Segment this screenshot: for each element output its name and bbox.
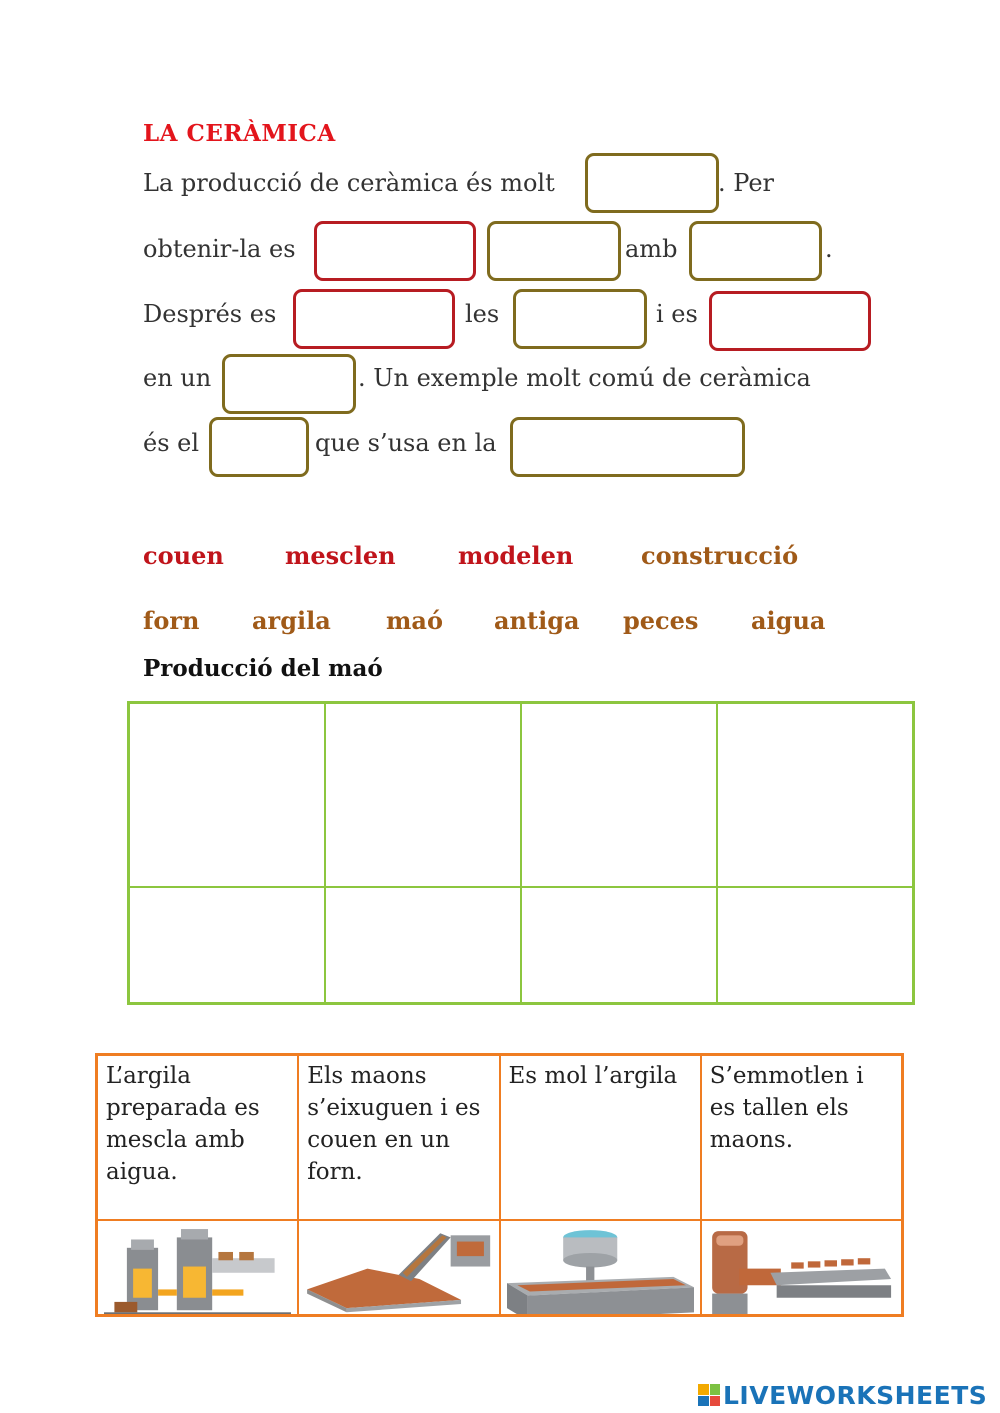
word-antiga[interactable]: antiga [494,606,580,635]
paragraph-line4-after: . Un exemple molt comú de ceràmica [358,364,811,392]
blank-10[interactable] [510,417,745,477]
step-text-cell[interactable] [97,1055,298,1220]
step-text: Els maons s’eixuguen i es couen en un forn. [307,1063,481,1185]
word-argila[interactable]: argila [252,606,331,635]
word-construccio[interactable]: construcció [641,541,799,570]
paragraph-line2-middle: amb [625,235,678,263]
step-image-cell[interactable] [500,1220,701,1315]
paragraph-line2-end: . [825,235,833,263]
paragraph-line4-start: en un [143,364,212,392]
extruder-cutter-illustration [708,1227,895,1315]
paragraph-line2-start: obtenir-la es [143,235,296,263]
step-image-cell[interactable] [298,1220,499,1315]
drop-cell-4[interactable] [717,703,913,887]
paragraph-line3-middle2: i es [656,300,698,328]
step-text: S’emmotlen i es tallen els maons. [709,1063,864,1153]
step-text: Es mol l’argila [508,1063,678,1089]
step-image-cell[interactable] [701,1220,902,1315]
drop-cell-7[interactable] [521,887,717,1003]
step-text-cell[interactable] [500,1055,701,1220]
liveworksheets-mark-icon [698,1384,720,1406]
word-mesclen[interactable]: mesclen [285,541,396,570]
paragraph-line3-middle1: les [465,300,500,328]
word-aigua[interactable]: aigua [751,606,826,635]
drop-cell-2[interactable] [325,703,521,887]
word-mao[interactable]: maó [386,606,443,635]
drop-cell-3[interactable] [521,703,717,887]
drop-grid [127,701,915,1005]
blank-1[interactable] [585,153,719,213]
blank-7[interactable] [709,291,871,351]
liveworksheets-logo [698,1378,987,1412]
word-couen[interactable]: couen [143,541,224,570]
word-forn[interactable]: forn [143,606,200,635]
blank-6[interactable] [513,289,647,349]
word-peces[interactable]: peces [623,606,699,635]
steps-table [95,1053,904,1317]
paragraph-line5-start: és el [143,429,200,457]
word-modelen[interactable]: modelen [458,541,574,570]
worksheet-title: LA CERÀMICA [143,120,336,147]
mixer-illustration [507,1227,694,1315]
clay-conveyor-illustration [305,1227,492,1315]
drop-cell-5[interactable] [129,887,325,1003]
drop-cell-1[interactable] [129,703,325,887]
blank-8[interactable] [222,354,356,414]
drop-cell-6[interactable] [325,887,521,1003]
blank-5[interactable] [293,289,455,349]
step-text-cell[interactable] [298,1055,499,1220]
brand-name: LIVEWORKSHEETS [723,1380,988,1410]
blank-4[interactable] [689,221,822,281]
blank-3[interactable] [487,221,621,281]
paragraph-line1-after: . Per [718,169,775,197]
drop-cell-8[interactable] [717,887,913,1003]
paragraph-line5-middle: que s’usa en la [315,429,497,457]
kiln-tunnel-illustration [104,1227,291,1315]
step-image-cell[interactable] [97,1220,298,1315]
paragraph-line3-start: Després es [143,300,277,328]
section-title: Producció del maó [143,655,383,682]
blank-9[interactable] [209,417,309,477]
step-text: L’argila preparada es mescla amb aigua. [106,1063,260,1185]
blank-2[interactable] [314,221,476,281]
paragraph-line1-before: La producció de ceràmica és molt [143,169,555,197]
step-text-cell[interactable] [701,1055,902,1220]
